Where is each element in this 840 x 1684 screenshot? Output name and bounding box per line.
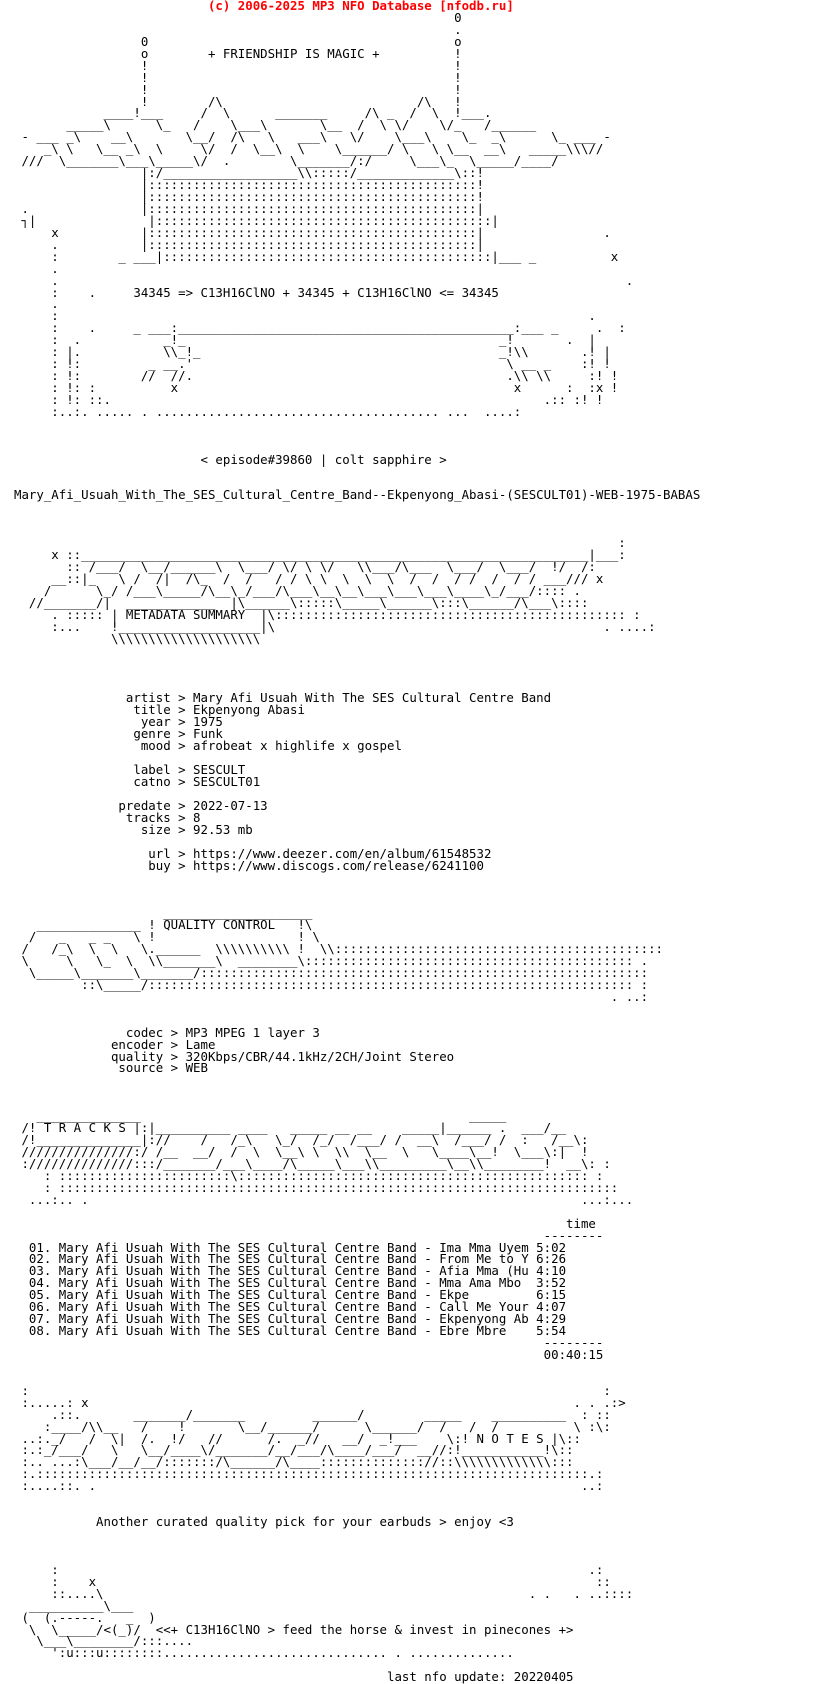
copyright-header: (c) 2006-2025 MP3 NFO Database [nfodb.ru] xyxy=(14,0,514,13)
nfo-text-block xyxy=(14,0,700,1683)
nfo-body: 0 . 0 o o + FRIENDSHIP IS MAGIC + ! ! ! ! ! ! ! ! /\ /\ ! ____!___ / \ _______ /\ _ / \ !___. _____\ \_ / \___\ \__ / \ \/ \/_ /______ - ___ _\ __\ \__/ /\ \ ___\ \/ \___\ \_ _\ \_ ___ - _\ \ \__ _\ \ \/ / \__\ \ \______/ \ \ \__ __\ _____\\\// /// \_______\___\_____\/ . \_______/:/ \___\_ \_____/____/ |:/__________________\\:::::/_____________\::! |::::::::::::::::::::::::::::::::::::::::::::! |::::::::::::::::::::::::::::::::::::::::::::! . |::::::::::::::::::::::::::::::::::::::::::::| ┐| |:::::::::::::::::::::::::::::::::::::::::::::| x |::::::::::::::::::::::::::::::::::::::::::::| . . |::::::::::::::::::::::::::::::::::::::::::::| : _ ___|::::::::::::::::::::::::::::::::::::::::::::|___ _ x . . . : . 34345 => C13H16ClNO + 34345 + C13H16ClNO <= 34345 . : . : . _ ___:_____________________________________________:___ _ . : : . _!_ _! . | : |. \\_!_ _!\\ .! | : !: _ __.' \ __ _ :! ! : !: // //. .\\ \\ :! ! : !: : x x : :x ! : !: ::. .:: :! ! :..:. ..... . ...................................... ... ....: < episode#39860 | colt sapphire > Mary_Afi_Usuah_With_The_SES_Cultural_Centre_Band--Ekpenyong_Abasi-(SESCULT01)-WEB-1975-BABAS : x ::____________________________________________________________________|___: :: /___/ \__/______\ \___/ \/ \ \/ \\___/\___ \___/ \___/ !/ /: __::|_ \ / /| /\_ / / / / \ \ \ \ \ / / / / / / / ___/// x / \_/ /___\_____/\__\_/___/\___\__\__\___\___\___\____\_/___/:::: . //_______/| ____________ |\______\:::::\_____\______\:::\______/\___\:::: . ::::: | METADATA SUMMARY |\::::::::::::::::::::::::::::::::::::::::::::::: : :... !___________________|\ . ....: \\\\\\\\\\\\\\\\\\\\ artist > Mary Afi Usuah With The SES Cultural Centre Band title > Ekpenyong Abasi year > 1975 genre > Funk mood > afrobeat x highlife x gospel label > SESCULT catno > SESCULT01 predate > 2022-07-13 tracks > 8 size > 92.53 mb url > https://www.deezer.com/en/album/61548532 buy > https://www.discogs.com/release/6241100 ____________________ ______________ ! QUALITY CONTROL !\ / _ _ _ \ ! ! \ / /_\ \ \ \.______ \\\\\\\\\\ ! \\:::::::::::::::::::::::::::::::::::::::::::: \ \ \_ \ \\_______\ ________\:::::::::::::::::::::::::::::::::::::::::::: . \_____\_______\_______/:::::::::::::::::::::::::::::::::::::::::::::::::::::::::::: ::\_____/::::::::::::::::::::::::::::::::::::::::::::::::::::::::::::::::: : . ..: codec > MP3 MPEG 1 layer 3 encoder > Lame quality > 320Kbps/CBR/44.1kHz/2CH/Joint Stereo source > WEB ______________ _____ /! T R A C K S |:|__________ ____ _____ __ __ _____|______ . ___/__ /!______________|:// / /_\ \_/ /_/ /___/ / __\ /___/ / : /__\: ///////////////:/ /__ __/ / \ \__\ \ \\ \__ \ \____\__! \___\:| ! ://////////////:::/_______/___\____/\_____\___\\_________\__\\________! __\: : : :::::::::::::::::::::::\::::::::::::::::::::::::::::::::::::::::::::::: : : ::::::::::::::::::::::::::::::::::::::::::::::::::::::::::::::::::::::::::: ...:.. . ...:... time -------- 01. Mary Afi Usuah With The SES Cultural Centre Band - Ima Mma Uyem 5:02 02. Mary Afi Usuah With The SES Cultural Centre Band - From Me to Y 6:26 03. Mary Afi Usuah With The SES Cultural Centre Band - Afia Mma (Hu 4:10 04. Mary Afi Usuah With The SES Cultural Centre Band - Mma Ama Mbo 3:52 05. Mary Afi Usuah With The SES Cultural Centre Band - Ekpe 6:15 06. Mary Afi Usuah With The SES Cultural Centre Band - Call Me Your 4:07 07. Mary Afi Usuah With The SES Cultural Centre Band - Ekpenyong Ab 4:29 08. Mary Afi Usuah With The SES Cultural Centre Band - Ebre Mbre 5:54 -------- 00:40:15 : : :.....: x . . .:> .::. _______/_______ ______/ _____ __________ : :: :____/\\__ / ! \__/______/ \______/ / / / \ :\: ..:._/ / \| /. !/ // /. _// __/ _!___ \:! N O T E S |\:: :.:_/___/ \ \__/____\/_______/__/___/\____/___/ __//:!___________!\:: :.. ...:\___/__/__/:::::::/\______/\____:::::::::::::://::\\\\\\\\\\\\\::: :.::::::::::::::::::::::::::::::::::::::::::::::::::::::::::::::::::::::::::.: :....::. . ..: Another curated quality pick for your earbuds > enjoy <3 : .: : x :: ::....\ . . . ..:::: __________\___ ( (.-----. _ ) \ \_____/<(_)/ <<+ C13H16ClNO > feed the horse & invest in pinecones +> \___\________/:::.... ':u:::u::::::::.............................. . .............. last nfo update: 20220405 xyxy=(14,9,701,1684)
